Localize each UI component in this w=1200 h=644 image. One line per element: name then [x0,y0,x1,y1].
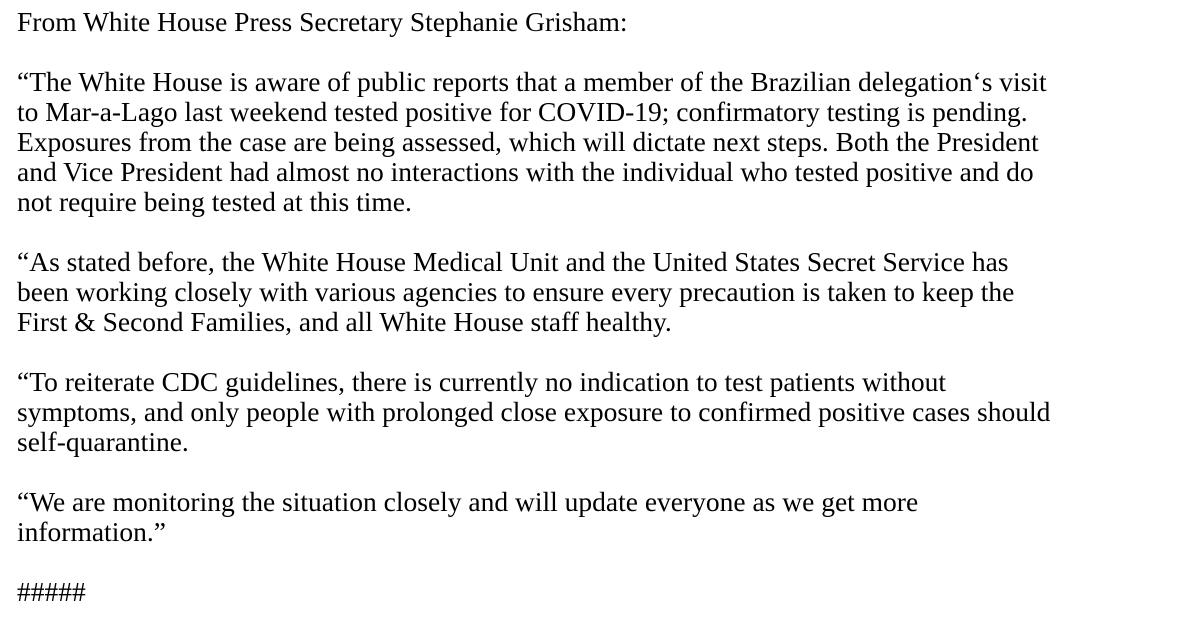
paragraph-line: “The White House is aware of public reports that a member of the Brazilian delegation‘s visit [17,66,1047,97]
paragraph-monitoring [17,487,1197,547]
paragraph-precautions [17,247,1197,337]
paragraph-line: symptoms, and only people with prolonged close exposure to confirmed positive cases should [17,396,1051,427]
paragraph-line: “As stated before, the White House Medical Unit and the United States Secret Service has [17,246,1009,277]
paragraph-line: “To reiterate CDC guidelines, there is currently no indication to test patients without [17,366,947,397]
paragraph-line: “We are monitoring the situation closely and will update everyone as we get more [17,486,919,517]
press-statement [17,7,1197,607]
paragraph-line: to Mar-a-Lago last weekend tested positive for COVID-19; confirmatory testing is pending. [17,96,1028,127]
paragraph-awareness [17,67,1197,217]
end-marker: ##### [17,576,86,607]
paragraph-cdc-guidelines [17,367,1197,457]
paragraph-line: Exposures from the case are being assessed, which will dictate next steps. Both the President [17,126,1039,157]
paragraph-line: self-quarantine. [17,426,189,457]
paragraph-line: been working closely with various agencies to ensure every precaution is taken to keep the [17,276,1015,307]
paragraph-line: First & Second Families, and all White House staff healthy. [17,306,672,337]
paragraph-line: information.” [17,516,166,547]
paragraph-line: not require being tested at this time. [17,186,412,217]
statement-header: From White House Press Secretary Stephanie Grisham: [17,6,628,37]
paragraph-line: and Vice President had almost no interactions with the individual who tested positive and do [17,156,1034,187]
